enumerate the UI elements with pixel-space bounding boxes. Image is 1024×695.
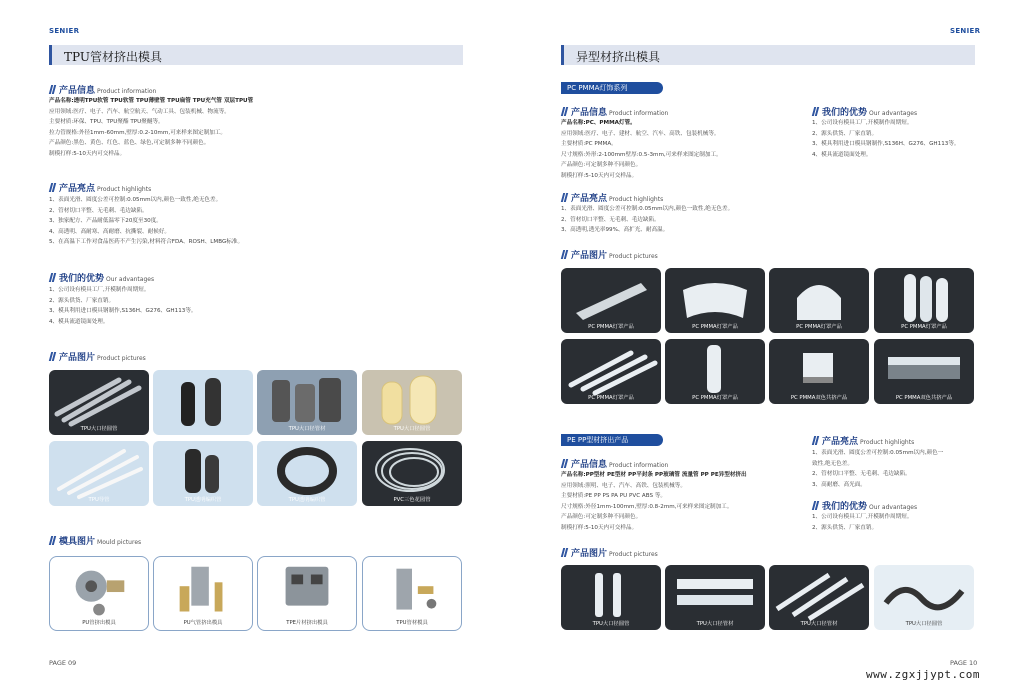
section-marker-icon <box>812 107 820 116</box>
product-tile[interactable] <box>153 370 253 435</box>
mould-tile[interactable]: PU管挤出模具 <box>49 556 149 631</box>
product-tile[interactable]: TPU大口径圆管 <box>49 370 149 435</box>
product-tile[interactable]: PC PMMA双色共挤产品 <box>874 339 974 404</box>
section-our-advantages: 我们的优势 Our advantages <box>812 105 917 117</box>
section-product-pictures-2: 产品图片 Product pictures <box>561 546 658 558</box>
section-marker-icon <box>561 107 569 116</box>
product-tile[interactable]: TPU大口径圆管 <box>362 370 462 435</box>
series-label-pe-pp: PE PP型材挤出产品 <box>561 434 663 446</box>
product-tile[interactable]: TPU透明编织管 <box>257 441 357 506</box>
section-product-pictures: 产品图片 Product pictures <box>561 248 658 260</box>
section-marker-icon <box>49 183 57 192</box>
section-product-highlights: 产品亮点 Product highlights <box>49 181 151 193</box>
product-tile[interactable]: TPU大口径管材 <box>257 370 357 435</box>
series-label-pc-pmma: PC PMMA灯饰系列 <box>561 82 663 94</box>
section-mould-pictures: 模具图片 Mould pictures <box>49 534 141 546</box>
section-marker-icon <box>561 459 569 468</box>
brand-logo-right: SENIER <box>950 27 981 35</box>
black-tubes-image <box>153 370 253 435</box>
our-advantages-text: 1、公司设有模具工厂,开模制作周期短。 2、源头供货、厂家直销。 3、模具利用进口模具钢制作,S136H、G276、GH113等。 4、模具流道镜面处理。 <box>812 120 960 158</box>
product-tile[interactable]: PC PMMA灯罩产品 <box>665 339 765 404</box>
product-highlights-text-2: 1、表面光滑、圆度公差可控制:0.05mm以内,颜色一 致性,绝无色差。 2、管材切口平整、无毛刺、毛边缺陷。 3、高耐磨、高光面。 <box>812 450 944 488</box>
mould-tile[interactable]: TPU管材模具 <box>362 556 462 631</box>
section-product-info: 产品信息 Product information <box>561 105 668 117</box>
product-tile[interactable]: PC PMMA灯罩产品 <box>561 268 661 333</box>
section-product-info: 产品信息 Product information <box>49 83 156 95</box>
website-watermark: www.zgxjjypt.com <box>866 668 980 681</box>
section-product-highlights: 产品亮点 Product highlights <box>561 191 663 203</box>
our-advantages-text-2: 1、公司设有模具工厂,开模制作周期短。 2、源头供货、厂家直销。 <box>812 514 913 531</box>
product-tile[interactable]: PVC三色花园管 <box>362 441 462 506</box>
section-marker-icon <box>561 250 569 259</box>
section-marker-icon <box>49 536 57 545</box>
product-tile[interactable]: PC PMMA灯罩产品 <box>561 339 661 404</box>
product-info-text: 产品名称:透明TPU软管 TPU软管 TPU薄壁管 TPU扁管 TPU充气管 双层TPU管 应用领域:医疗、电子、汽车、航空航天、气动工具、包装机械、物流等。 主要材质:环保、TPU、TPU聚酯 TPU聚醚等。 拉力管规格:外径1mm-60mm,壁厚:0.2-10mm,可来样来图定制加工。 产品颜色:黑色、黄色、红色、蓝色、绿色,可定制多种不同颜色。 制模打样:5-10天内可交样品。 <box>49 98 254 157</box>
page-number-left: PAGE 09 <box>49 659 77 667</box>
product-tile[interactable]: TPU大口径管材 <box>665 565 765 630</box>
section-marker-icon <box>812 436 820 445</box>
page-title-bar-left <box>49 45 463 65</box>
product-info-text-2: 产品名称:PP型材 PE型材 PP平封条 PP玻璃管 流量管 PP PE异型材挤出 应用领域:照明、电子、汽车、高铁、包装机械等。 主要材质:PE PP PS PA PU PVC ABS 等。 尺寸规格:外径1mm-100mm,壁厚:0.8-2mm,可来样来图定制加工。 产品颜色:可定制多种不同颜色。 制模打样:5-10天内可交样品。 <box>561 472 747 531</box>
product-tile[interactable]: TPU大口径圆管 <box>561 565 661 630</box>
product-tile[interactable]: TPU透明编织管 <box>153 441 253 506</box>
product-highlights-text: 1、表面光滑、圆度公差可控制:0.05mm以内,颜色一致性,绝无色差。 2、管材切口平整、无毛刺、毛边缺陷。 3、高透明,透光率99%、高扩光、耐高温。 <box>561 206 734 234</box>
section-our-advantages: 我们的优势 Our advantages <box>49 271 154 283</box>
product-tile[interactable]: PC PMMA灯罩产品 <box>665 268 765 333</box>
section-marker-icon <box>49 85 57 94</box>
product-tile[interactable]: PC PMMA灯罩产品 <box>874 268 974 333</box>
page-title-bar-right <box>561 45 975 65</box>
page-number-right: PAGE 10 <box>950 659 978 667</box>
product-highlights-text: 1、表面光滑、圆度公差可控制:0.05mm以内,颜色一致性,绝无色差。 2、管材切口平整、无毛刺、毛边缺陷。 3、独家配方、产品耐低温零下20度至30度。 4、高透明、高耐寒、高耐磨、抗撕裂、耐候好。 5、在高温下工作对食品医药不产生污染,材料符合FDA、ROSH、LMBG标准。 <box>49 197 244 246</box>
section-product-info-2: 产品信息 Product information <box>561 457 668 469</box>
section-our-advantages-2: 我们的优势 Our advantages <box>812 499 917 511</box>
page-title-left: TPU管材挤出模具 <box>64 50 162 64</box>
product-tile[interactable]: TPU导管 <box>49 441 149 506</box>
product-tile[interactable]: PC PMMA双色共挤产品 <box>769 339 869 404</box>
mould-tile[interactable]: TPE片材挤出模具 <box>257 556 357 631</box>
section-marker-icon <box>812 501 820 510</box>
mould-tile[interactable]: PU气管挤出模具 <box>153 556 253 631</box>
section-marker-icon <box>561 193 569 202</box>
section-product-pictures: 产品图片 Product pictures <box>49 350 146 362</box>
brand-logo-left: SENIER <box>49 27 80 35</box>
page-title-right: 异型材挤出模具 <box>576 50 661 64</box>
product-tile[interactable]: TPU大口径圆管 <box>874 565 974 630</box>
product-tile[interactable]: PC PMMA灯罩产品 <box>769 268 869 333</box>
section-product-highlights-2: 产品亮点 Product highlights <box>812 434 914 446</box>
right-page <box>512 0 1024 695</box>
section-marker-icon <box>49 352 57 361</box>
product-tile[interactable]: TPU大口径管材 <box>769 565 869 630</box>
section-marker-icon <box>561 548 569 557</box>
our-advantages-text: 1、公司设有模具工厂,开模制作周期短。 2、源头供货、厂家直销。 3、模具利用进口模具钢制作,S136H、G276、GH113等。 4、模具流道镜面处理。 <box>49 287 197 325</box>
product-info-text: 产品名称:PC、PMMA灯管。 应用领域:医疗、电子、建材、航空、汽车、高铁、包装机械等。 主要材质:PC PMMA。 尺寸规格:外形:2-100mm壁厚:0.5-3mm,可来样来图定制加工。 产品颜色:可定制多种不同颜色。 制模打样:5-10天内可交样品。 <box>561 120 722 179</box>
section-marker-icon <box>49 273 57 282</box>
